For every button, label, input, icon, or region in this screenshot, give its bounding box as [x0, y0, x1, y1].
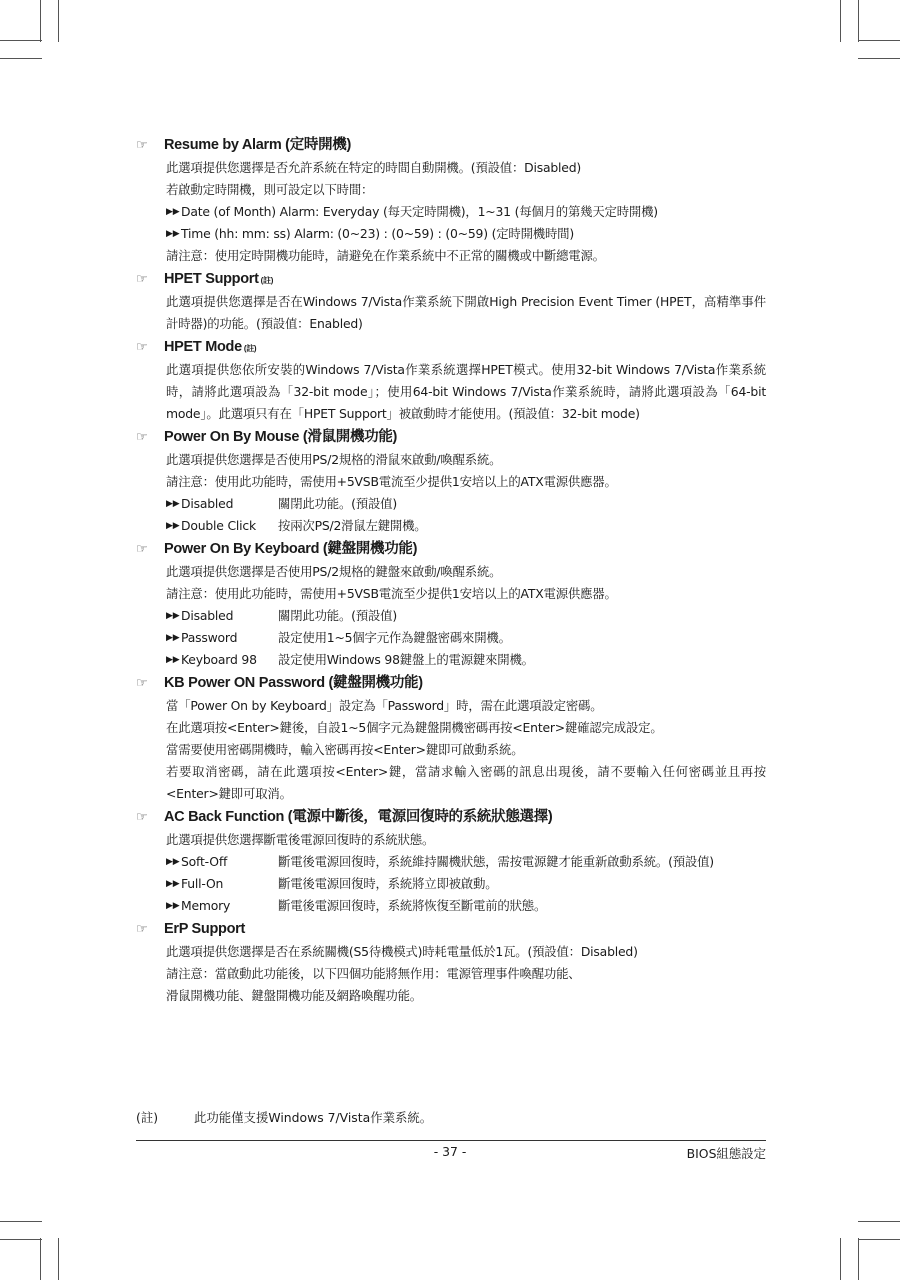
paragraph: 請注意：使用此功能時，需使用+5VSB電流至少提供1安培以上的ATX電源供應器。: [166, 586, 617, 601]
section-title: Resume by Alarm (定時開機): [164, 137, 352, 153]
paragraph: 此選項提供您選擇是否允許系統在特定的時間自動開機。(預設值：Disabled): [166, 160, 582, 175]
section-erp-support: [136, 917, 766, 1007]
section-ac-back-function: [136, 805, 766, 917]
paragraph: 請注意：使用定時開機功能時，請避免在作業系統中不正常的關機或中斷總電源。: [166, 248, 605, 263]
footnote-tag: (註): [136, 1110, 159, 1125]
pointing-hand-icon: ☞: [136, 921, 148, 936]
paragraph: 此選項提供您選擇是否使用PS/2規格的滑鼠來啟動/喚醒系統。: [166, 452, 502, 467]
double-arrow-icon: ▶▶: [166, 499, 180, 509]
note-marker: (註): [260, 276, 274, 285]
section-kb-power-on-password: [136, 671, 766, 805]
paragraph: 滑鼠開機功能、鍵盤開機功能及網路喚醒功能。: [166, 988, 423, 1003]
crop-mark: [840, 1238, 841, 1280]
crop-mark: [858, 58, 900, 59]
crop-mark: [0, 1239, 42, 1240]
paragraph: 當「Power On by Keyboard」設定為「Password」時，需在此選項設定密碼。: [166, 698, 603, 713]
double-arrow-icon: ▶▶: [166, 901, 180, 911]
paragraph: 此選項提供您選擇斷電後電源回復時的系統狀態。: [166, 832, 435, 847]
paragraph: 此選項提供您依所安裝的Windows 7/Vista作業系統選擇HPET模式。使用32-bit Windows 7/Vista作業系統時，請將此選項設為「32-bit mode」；使用64-bit Windows 7/Vista作業系統時，請將此選項設為「64-bit mode」。此選項只有在「HPET Support」被啟動時才能使用。(預設值：32-bit mode): [166, 362, 766, 421]
paragraph: 當需要使用密碼開機時，輸入密碼再按<Enter>鍵即可啟動系統。: [166, 742, 524, 757]
pointing-hand-icon: ☞: [136, 541, 148, 556]
paragraph: 請注意：使用此功能時，需使用+5VSB電流至少提供1安培以上的ATX電源供應器。: [166, 474, 617, 489]
section-resume-by-alarm: [136, 133, 766, 267]
paragraph: 若要取消密碼，請在此選項按<Enter>鍵，當請求輸入密碼的訊息出現後，請不要輸入任何密碼並且再按<Enter>鍵即可取消。: [166, 764, 766, 801]
option-item: ▶▶ Double Click 按兩次PS/2滑鼠左鍵開機。: [166, 515, 766, 537]
section-hpet-support: [136, 267, 766, 335]
paragraph: 此選項提供您選擇是否使用PS/2規格的鍵盤來啟動/喚醒系統。: [166, 564, 502, 579]
crop-mark: [858, 1239, 900, 1240]
crop-mark: [858, 40, 900, 41]
pointing-hand-icon: ☞: [136, 809, 148, 824]
section-power-on-by-keyboard: [136, 537, 766, 671]
crop-mark: [858, 0, 859, 42]
crop-mark: [0, 58, 42, 59]
option-item: ▶▶ Keyboard 98 設定使用Windows 98鍵盤上的電源鍵來開機。: [166, 649, 766, 671]
pointing-hand-icon: ☞: [136, 429, 148, 444]
paragraph: 請注意：當啟動此功能後，以下四個功能將無作用：電源管理事件喚醒功能、: [166, 966, 581, 981]
option-item: ▶▶ Soft-Off 斷電後電源回復時，系統維持關機狀態，需按電源鍵才能重新啟動系統。(預設值): [166, 851, 766, 873]
double-arrow-icon: ▶▶: [166, 879, 180, 889]
paragraph: 此選項提供您選擇是否在Windows 7/Vista作業系統下開啟High Precision Event Timer (HPET，高精準事件計時器)的功能。(預設值：Enabled): [166, 294, 766, 331]
paragraph: 此選項提供您選擇是否在系統關機(S5待機模式)時耗電量低於1瓦。(預設值：Disabled): [166, 944, 638, 959]
double-arrow-icon: ▶▶: [166, 611, 180, 621]
option-item: ▶▶ Disabled 關閉此功能。(預設值): [166, 605, 766, 627]
crop-mark: [858, 1238, 859, 1280]
note-marker: (註): [243, 344, 257, 353]
double-arrow-icon: ▶▶: [166, 633, 180, 643]
paragraph: 在此選項按<Enter>鍵後，自設1~5個字元為鍵盤開機密碼再按<Enter>鍵確認完成設定。: [166, 720, 663, 735]
pointing-hand-icon: ☞: [136, 675, 148, 690]
double-arrow-icon: ▶▶: [166, 857, 180, 867]
section-power-on-by-mouse: [136, 425, 766, 537]
crop-mark: [0, 1221, 42, 1222]
double-arrow-icon: ▶▶: [166, 229, 180, 239]
crop-mark: [840, 0, 841, 42]
double-arrow-icon: ▶▶: [166, 521, 180, 531]
option-item: ▶▶ Password 設定使用1~5個字元作為鍵盤密碼來開機。: [166, 627, 766, 649]
section-title: Power On By Mouse (滑鼠開機功能): [164, 429, 398, 445]
footnote-text: 此功能僅支援Windows 7/Vista作業系統。: [194, 1110, 433, 1125]
section-title: KB Power ON Password (鍵盤開機功能): [164, 675, 423, 691]
double-arrow-icon: ▶▶: [166, 655, 180, 665]
pointing-hand-icon: ☞: [136, 271, 148, 286]
section-title: Power On By Keyboard (鍵盤開機功能): [164, 541, 418, 557]
option-item: ▶▶ Time (hh: mm: ss) Alarm: (0~23) : (0~59) : (0~59) (定時開機時間): [166, 223, 766, 245]
footnote: [136, 1108, 432, 1128]
section-title: AC Back Function (電源中斷後，電源回復時的系統狀態選擇): [164, 809, 553, 825]
crop-mark: [0, 40, 42, 41]
crop-mark: [58, 0, 59, 42]
crop-mark: [40, 0, 41, 42]
section-title: HPET Support: [164, 271, 259, 287]
crop-mark: [40, 1238, 41, 1280]
paragraph: 若啟動定時開機，則可設定以下時間：: [166, 182, 374, 197]
manual-content: [136, 133, 766, 1007]
crop-mark: [58, 1238, 59, 1280]
pointing-hand-icon: ☞: [136, 339, 148, 354]
section-hpet-mode: [136, 335, 766, 425]
option-item: ▶▶ Full-On 斷電後電源回復時，系統將立即被啟動。: [166, 873, 766, 895]
section-title: ErP Support: [164, 921, 246, 937]
page-number: - 37 -: [433, 1144, 467, 1159]
option-item: ▶▶ Memory 斷電後電源回復時，系統將恢復至斷電前的狀態。: [166, 895, 766, 917]
option-item: ▶▶ Date (of Month) Alarm: Everyday (每天定時開機)，1~31 (每個月的第幾天定時開機): [166, 201, 766, 223]
section-title: HPET Mode: [164, 339, 242, 355]
pointing-hand-icon: ☞: [136, 137, 148, 152]
crop-mark: [858, 1221, 900, 1222]
footer-chapter-title: BIOS組態設定: [686, 1146, 766, 1161]
double-arrow-icon: ▶▶: [166, 207, 180, 217]
option-item: ▶▶ Disabled 關閉此功能。(預設值): [166, 493, 766, 515]
footer-rule: [136, 1140, 766, 1141]
